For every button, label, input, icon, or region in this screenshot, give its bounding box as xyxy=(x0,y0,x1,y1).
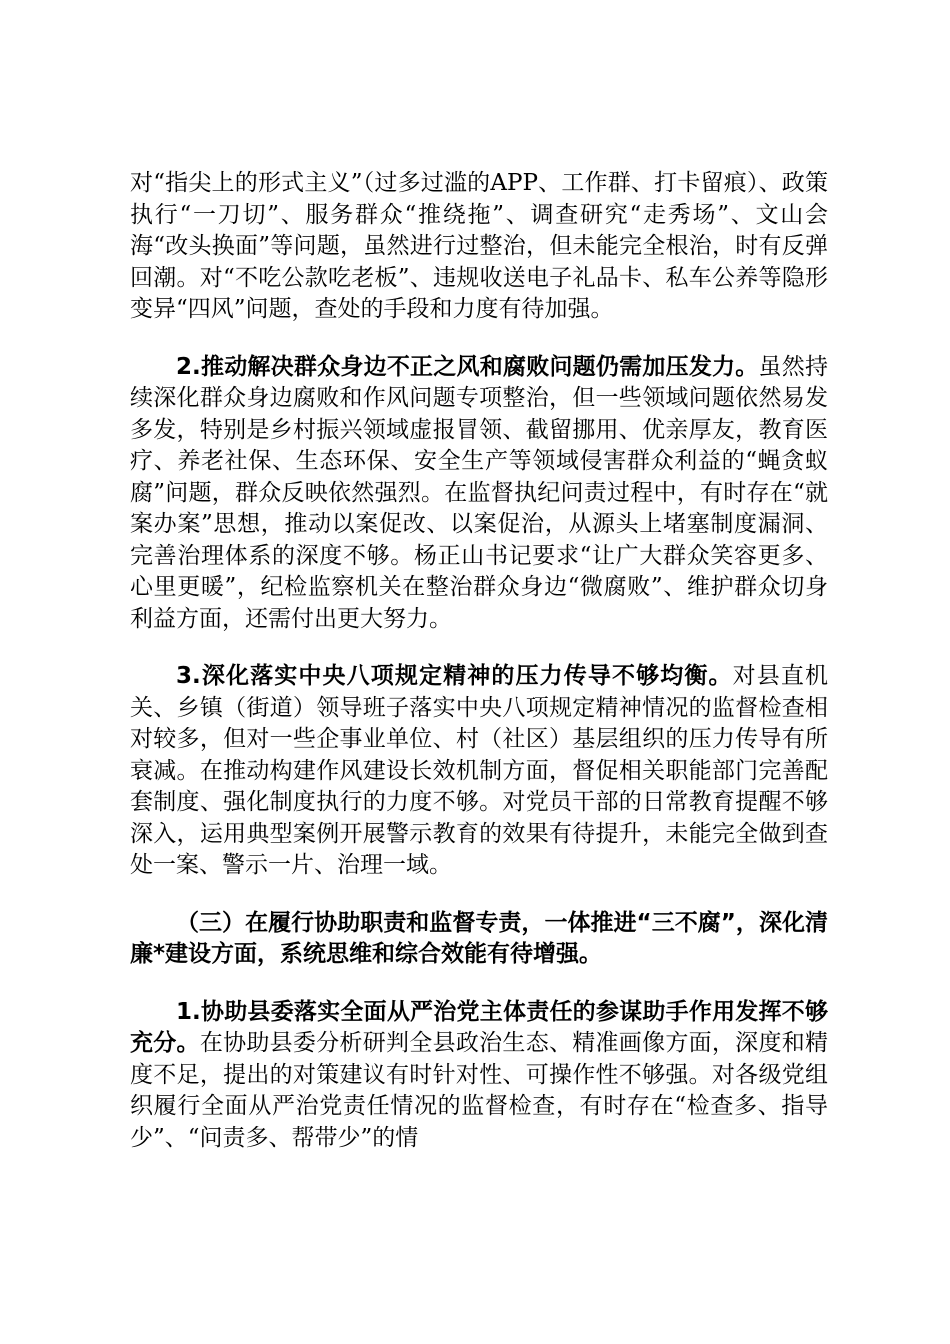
paragraph-2 xyxy=(130,352,828,636)
paragraph-5-body: 在协助县委分析研判全县政治生态、精准画像方面，深度和精度不足，提出的对策建议有时针对性、可操作性不够强。对各级党组织履行全面从严治党责任情况的监督检查，有时存在“检查多、指导少”、“问责多、帮带少”的情 xyxy=(130,1030,829,1151)
paragraph-5-lead: 1.协助县委落实全面从严治党主体责任的参谋助手作用发挥不够充分。 xyxy=(130,998,828,1056)
paragraph-3-lead: 3.深化落实中央八项规定精神的压力传导不够均衡。 xyxy=(176,663,733,689)
paragraph-5 xyxy=(130,997,828,1155)
section-heading-3 xyxy=(130,908,828,971)
paragraph-2-lead: 2.推动解决群众身边不正之风和腐败问题仍需加压发力。 xyxy=(176,353,759,380)
paragraph-1-body: 对“指尖上的形式主义”（过多过滥的APP、工作群、打卡留痕）、政策执行“一刀切”、服务群众“推绕拖”、调查研究“走秀场”、文山会海“改头换面”等问题，虽然进行过整治，但未能完全根治，时有反弹回潮。对“不吃公款吃老板”、违规收送电子礼品卡、私车公养等隐形变异“四风”问题，查处的手段和力度有待加强。 xyxy=(130,170,828,322)
document-body xyxy=(130,168,828,1180)
section-heading-3-text: （三）在履行协助职责和监督专责，一体推进“三不腐”，深化清廉*建设方面，系统思维和综合效能有待增强。 xyxy=(130,909,828,967)
paragraph-3-body: 对县直机关、乡镇（街道）领导班子落实中央八项规定精神情况的监督检查相对较多，但对一些企事业单位、村（社区）基层组织的压力传导有所衰减。在推动构建作风建设长效机制方面，督促相关职能部门完善配套制度、强化制度执行的力度不够。对党员干部的日常教育提醒不够深入，运用典型案例开展警示教育的效果有待提升，未能完全做到查处一案、警示一片、治理一域。 xyxy=(130,663,828,878)
paragraph-2-body: 虽然持续深化群众身边腐败和作风问题专项整治，但一些领域问题依然易发多发，特别是乡村振兴领域虚报冒领、截留挪用、优亲厚友，教育医疗、养老社保、生态环保、安全生产等领域侵害群众利益的“蝇贪蚁腐”问题，群众反映依然强烈。在监督执纪问责过程中，有时存在“就案办案”思想，推动以案促改、以案促治，从源头上堵塞制度漏洞、完善治理体系的深度不够。杨正山书记要求“让广大群众笑容更多、心里更暖”，纪检监察机关在整治群众身边“微腐败”、维护群众切身利益方面，还需付出更大努力。 xyxy=(130,353,828,632)
paragraph-1 xyxy=(130,168,828,326)
paragraph-3 xyxy=(130,661,828,882)
